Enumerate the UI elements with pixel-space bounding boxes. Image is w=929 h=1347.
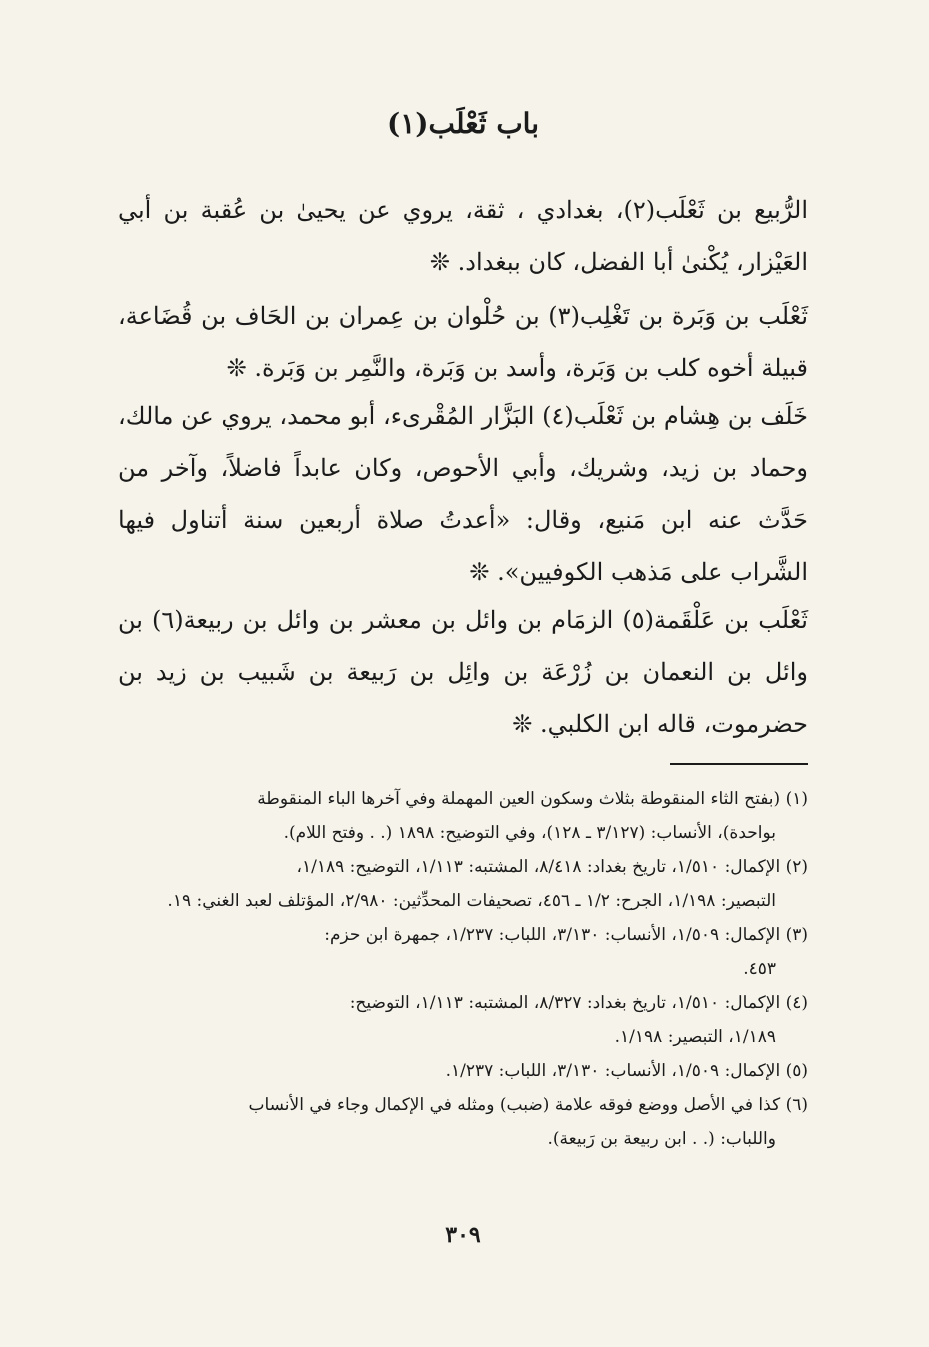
footnote [118,918,808,986]
footnote-text: (٢) الإكمال: ١/٥١٠، تاريخ بغداد: ٨/٤١٨، المشتبه: ١/١١٣، التوضيح: ١/١٨٩، [296,857,808,877]
entry-paragraph: الرُّبيع بن ثَعْلَب(٢)، بغدادي ، ثقة، يروي عن يحيىٰ بن عُقبة بن أبي العَيْزار، يُكْنىٰ أبا الفضل، كان ببغداد. ❊ [118,196,808,276]
footnote-continuation: التبصير: ١/١٩٨، الجرح: ١/٢ ـ ٤٥٦، تصحيفات المحدِّثين: ٢/٩٨٠، المؤتلف لعبد الغني: ١٩. [167,891,776,911]
footnote-text: (٦) كذا في الأصل ووضع فوقه علامة (ضبب) ومثله في الإكمال وجاء في الأنساب [248,1095,808,1115]
footnote-divider [670,763,808,765]
footnote [118,1054,808,1088]
entry-paragraph: خَلَف بن هِشام بن ثَعْلَب(٤) البَزَّار المُقْرىء، أبو محمد، يروي عن مالك، وحماد بن زيد، وشريك، وأبي الأحوص، وكان عابداً فاضلاً، وآخر من حَدَّث عنه ابن مَنيع، وقال: «أعدتُ صلاة أربعين سنة أتناول فيها الشَّراب على مَذهب الكوفيين». ❊ [118,402,808,586]
footnote [118,1088,808,1156]
footnote-continuation: بواحدة)، الأنساب: (٣/١٢٧ ـ ١٢٨)، وفي التوضيح: ١٨٩٨ (. . وفتح اللام). [283,823,776,843]
chapter-heading: باب ثَعْلَب(١) [386,107,540,140]
footnote-continuation: ١/١٨٩، التبصير: ١/١٩٨. [614,1027,776,1047]
footnote-text: (٤) الإكمال: ١/٥١٠، تاريخ بغداد: ٨/٣٢٧، المشتبه: ١/١١٣، التوضيح: [349,993,808,1013]
footnotes-section [118,782,808,1156]
footnote-continuation: واللباب: (. . ابن ربيعة بن رَبيعة). [547,1129,776,1149]
footnote-text: (١) (بفتح الثاء المنقوطة بثلاث وسكون العين المهملة وفي آخرها الباء المنقوطة [257,789,808,809]
entry-paragraph: ثَعْلَب بن وَبَرة بن تَغْلِب(٣) بن حُلْوان بن عِمران بن الحَاف بن قُضَاعة، قبيلة أخوه كلب بن وَبَرة، وأسد بن وَبَرة، والنَّمِر بن وَبَرة. ❊ [118,302,809,382]
footnote-continuation: ٤٥٣. [743,959,776,979]
book-page [118,0,808,1347]
footnote [118,782,808,850]
footnote-text: (٥) الإكمال: ١/٥٠٩، الأنساب: ٣/١٣٠، اللباب: ١/٢٣٧. [445,1061,808,1081]
footnote-text: (٣) الإكمال: ١/٥٠٩، الأنساب: ٣/١٣٠، اللباب: ١/٢٣٧، جمهرة ابن حزم: [324,925,808,945]
footnote [118,850,808,918]
entry-paragraph: ثَعْلَب بن عَلْقَمة(٥) الزمَام بن وائل بن معشر بن وائل بن ربيعة(٦) بن وائل بن النعمان بن زُرْعَة بن وائِل بن رَبيعة بن شَبيب بن زيد بن حضرموت، قاله ابن الكلبي. ❊ [118,606,808,738]
page-number: ٣٠٩ [445,1222,481,1248]
footnote [118,986,808,1054]
